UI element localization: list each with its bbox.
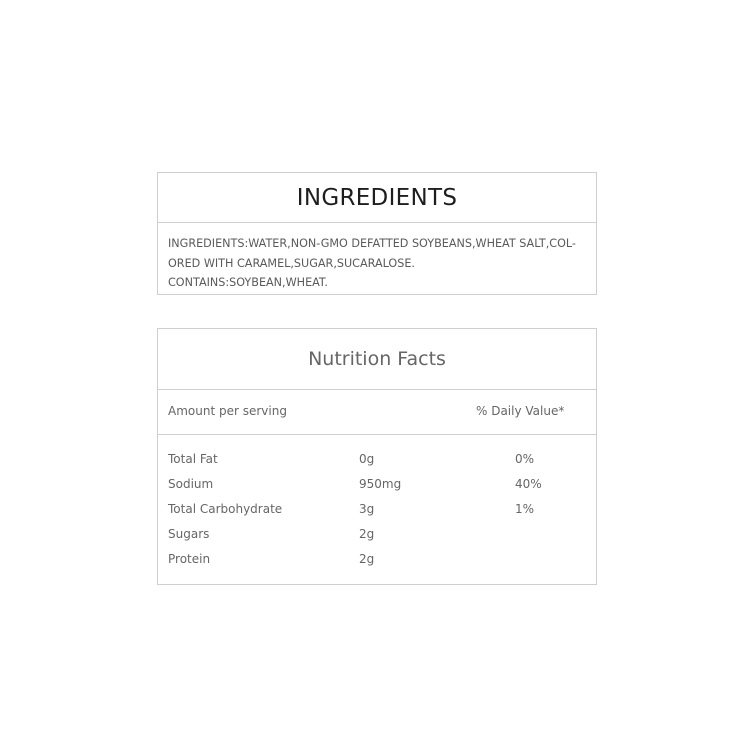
nutrient-amount: 2g <box>359 527 375 541</box>
nutrition-row <box>158 452 596 477</box>
ingredients-line: ORED WITH CARAMEL,SUGAR,SUCARALOSE. <box>168 256 415 270</box>
nutrient-name: Total Carbohydrate <box>168 502 283 516</box>
nutrient-name: Sodium <box>168 477 214 491</box>
nutrient-daily-value: 40% <box>515 477 542 491</box>
nutrient-amount: 2g <box>359 552 375 566</box>
ingredients-text <box>158 223 596 293</box>
nutrient-amount: 3g <box>359 502 375 516</box>
nutrient-amount: 0g <box>359 452 375 466</box>
nutrition-facts-header <box>158 329 596 390</box>
nutrient-daily-value: 0% <box>515 452 535 466</box>
nutrient-name: Sugars <box>168 527 210 541</box>
nutrition-row <box>158 527 596 552</box>
nutrition-row <box>158 477 596 502</box>
ingredients-header <box>158 173 596 223</box>
nutrient-daily-value: 1% <box>515 502 535 516</box>
nutrition-table <box>158 435 596 577</box>
ingredients-title: INGREDIENTS <box>296 184 458 211</box>
nutrition-row <box>158 552 596 577</box>
nutrient-name: Protein <box>168 552 211 566</box>
nutrition-facts-panel <box>157 328 597 585</box>
ingredients-line: INGREDIENTS:WATER,NON-GMO DEFATTED SOYBEANS,WHEAT SALT,COL- <box>168 237 576 250</box>
amount-per-serving-label: Amount per serving <box>168 404 287 418</box>
ingredients-line: CONTAINS:SOYBEAN,WHEAT. <box>168 276 328 289</box>
nutrition-column-header <box>158 390 596 435</box>
daily-value-label: % Daily Value* <box>476 404 565 418</box>
ingredients-panel <box>157 172 597 295</box>
nutrient-amount: 950mg <box>359 477 402 491</box>
nutrient-name: Total Fat <box>168 452 218 466</box>
nutrition-facts-title: Nutrition Facts <box>308 348 446 370</box>
nutrition-row <box>158 502 596 527</box>
